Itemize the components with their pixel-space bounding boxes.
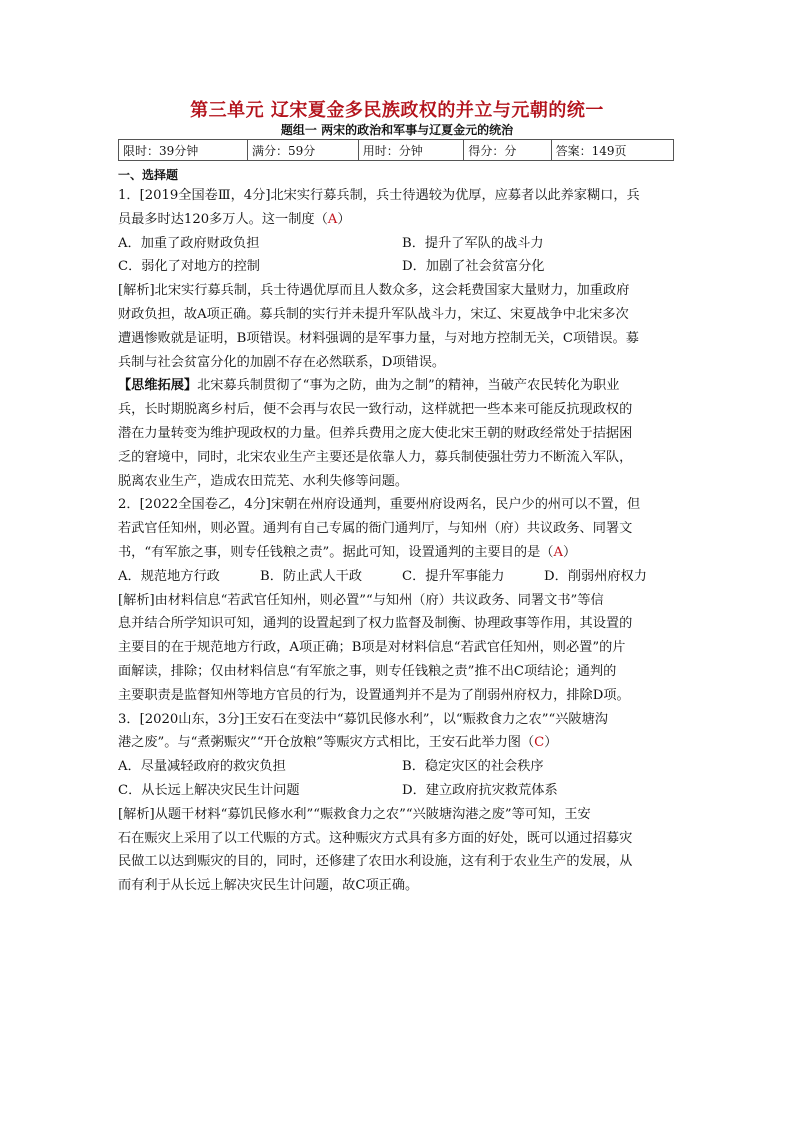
extension-line: 乏的窘境中，同时，北宋农业生产主要还是依靠人力，募兵制使强壮劳力不断流入军队， bbox=[118, 449, 633, 465]
score-cell: 得分：分 bbox=[464, 140, 551, 161]
option-b: B．稳定灾区的社会秩序 bbox=[402, 759, 544, 775]
option-d: D．建立政府抗灾救荒体系 bbox=[402, 782, 558, 798]
option-b: B．提升了军队的战斗力 bbox=[402, 235, 544, 251]
options-row bbox=[118, 779, 678, 803]
info-table bbox=[118, 139, 674, 161]
options-row bbox=[118, 565, 678, 589]
analysis-line: [解析]由材料信息“若武官任知州，则必置”“与知州（府）共议政务、同署文书”等信 bbox=[118, 592, 604, 608]
question-stem-line: 2．[2022全国卷乙，4分]宋朝在州府设通判，重要州府设两名，民户少的州可以不置，但 bbox=[118, 497, 641, 513]
answer-page-cell: 答案：149页 bbox=[551, 140, 673, 161]
analysis-line: 石在赈灾上采用了以工代赈的方式。这种赈灾方式具有多方面的好处，既可以通过招募灾 bbox=[118, 830, 633, 846]
option-d: D．加剧了社会贫富分化 bbox=[402, 259, 545, 275]
question-stem-line: 若武官任知州，则必置。通判有自己专属的衙门通判厅，与知州（府）共议政务、同署文 bbox=[118, 521, 633, 537]
option-b: B．防止武人干政 bbox=[260, 568, 363, 584]
analysis-line: [解析]从题干材料“募饥民修水利”“赈救食力之农”“兴陂塘沟港之废”等可知，王安 bbox=[118, 806, 591, 822]
option-c: C．提升军事能力 bbox=[402, 568, 505, 584]
analysis-line: 息并结合所学知识可知，通判的设置起到了权力监督及制衡、协理政事等作用，其设置的 bbox=[118, 616, 633, 632]
option-a: A．加重了政府财政负担 bbox=[118, 235, 260, 251]
option-a: A．尽量减轻政府的救灾负担 bbox=[118, 759, 286, 775]
unit-title: 第三单元 辽宋夏金多民族政权的并立与元朝的统一 bbox=[190, 100, 604, 121]
section-title: 一、选择题 bbox=[118, 168, 179, 182]
answer-letter: A bbox=[327, 211, 338, 227]
extension-line: 潜在力量转变为维护现政权的力量。但养兵费用之庞大使北宋王朝的财政经常处于拮据困 bbox=[118, 425, 633, 441]
question-stem-line: 1．[2019全国卷Ⅲ，4分]北宋实行募兵制，兵士待遇较为优厚，应募者以此养家糊口，兵 bbox=[118, 188, 640, 203]
stem-close: ） bbox=[337, 211, 351, 227]
analysis-line: 民做工以达到赈灾的目的，同时，还修建了农田水利设施，这有利于农业生产的发展，从 bbox=[118, 854, 633, 870]
stem-close: ） bbox=[563, 544, 577, 560]
analysis-line: 遭遇惨败就是证明，B项错误。材料强调的是军事力量，与对地方控制无关，C项错误。募 bbox=[118, 330, 639, 346]
stem-text: 港之废”。与“煮粥赈灾”“开仓放粮”等赈灾方式相比，王安石此举力图（ bbox=[118, 735, 535, 751]
options-row bbox=[118, 755, 678, 779]
analysis-line: 财政负担，故A项正确。募兵制的实行并未提升军队战斗力，宋辽、宋夏战争中北宋多次 bbox=[118, 306, 629, 322]
question-stem-line bbox=[118, 731, 678, 755]
question-3 bbox=[118, 708, 678, 898]
extension-line: 脱离农业生产，造成农田荒芜、水利失修等问题。 bbox=[118, 473, 409, 489]
time-limit-cell: 限时：39分钟 bbox=[119, 140, 248, 161]
full-score-cell: 满分：59分 bbox=[248, 140, 359, 161]
answer-letter: A bbox=[553, 544, 564, 560]
analysis-line: 兵制与社会贫富分化的加剧不存在必然联系，D项错误。 bbox=[118, 354, 446, 370]
stem-text: 员最多时达120多万人。这一制度（ bbox=[118, 211, 328, 227]
question-stem-line: 3．[2020山东，3分]王安石在变法中“募饥民修水利”，以“赈救食力之农”“兴陂塘沟 bbox=[118, 711, 608, 727]
question-stem-line bbox=[118, 208, 678, 232]
extension-text: 北宋募兵制贯彻了“事为之防，曲为之制”的精神，当破产农民转化为职业 bbox=[197, 378, 620, 394]
option-c: C．从长远上解决灾民生计问题 bbox=[118, 782, 300, 798]
options-row bbox=[118, 255, 678, 279]
extension-label: 【思维拓展】 bbox=[118, 378, 198, 394]
analysis-line: 主要目的在于规范地方行政，A项正确；B项是对材料信息“若武官任知州，则必置”的片 bbox=[118, 640, 626, 656]
question-content bbox=[118, 168, 678, 898]
question-2 bbox=[118, 493, 678, 707]
answer-letter: C bbox=[534, 735, 545, 751]
extension-line bbox=[118, 374, 678, 398]
analysis-line: 主要职责是监督知州等地方官员的行为，设置通判并不是为了削弱州府权力，排除D项。 bbox=[118, 687, 630, 703]
stem-text: 书，“有军旅之事，则专任钱粮之责”。据此可知，设置通判的主要目的是（ bbox=[118, 544, 554, 560]
analysis-line: 而有利于从长远上解决灾民生计问题，故C项正确。 bbox=[118, 878, 419, 894]
option-a: A．规范地方行政 bbox=[118, 568, 220, 584]
question-stem-line bbox=[118, 541, 678, 565]
options-row bbox=[118, 232, 678, 256]
question-1 bbox=[118, 184, 678, 493]
option-d: D．削弱州府权力 bbox=[544, 568, 647, 584]
group-subtitle: 题组一 两宋的政治和军事与辽夏金元的统治 bbox=[280, 123, 514, 137]
used-time-cell: 用时：分钟 bbox=[358, 140, 464, 161]
extension-line: 兵，长时期脱离乡村后，便不会再与农民一致行动，这样就把一些本来可能反抗现政权的 bbox=[118, 402, 633, 418]
analysis-line: [解析]北宋实行募兵制，兵士待遇优厚而且人数众多，这会耗费国家大量财力，加重政府 bbox=[118, 283, 630, 299]
option-c: C．弱化了对地方的控制 bbox=[118, 259, 260, 275]
stem-close: ） bbox=[544, 735, 558, 751]
analysis-line: 面解读，排除；仅由材料信息“有军旅之事，则专任钱粮之责”推不出C项结论；通判的 bbox=[118, 663, 617, 679]
